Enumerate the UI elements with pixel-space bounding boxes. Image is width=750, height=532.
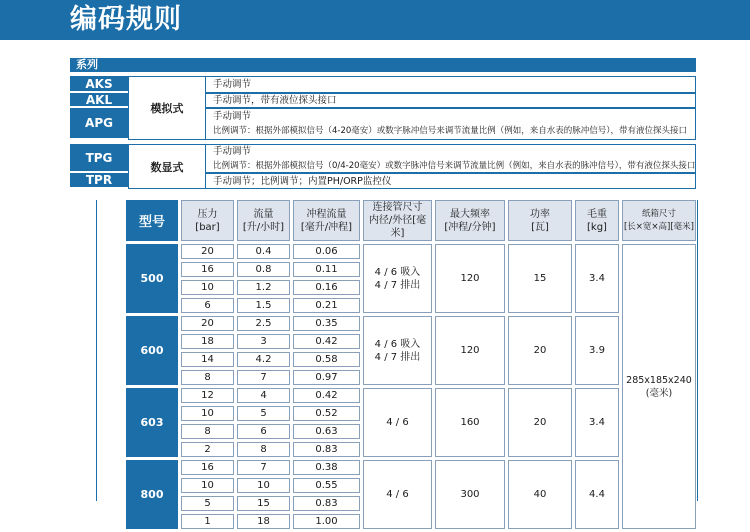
- box-size-unit: (毫米): [645, 387, 673, 399]
- box-size-value: 285x185x240: [626, 374, 692, 386]
- weight-cell: 3.4: [575, 244, 619, 313]
- pressure-cell: 2: [181, 442, 234, 457]
- weight-cell: 4.4: [575, 460, 619, 529]
- desc-tpg-line2: 比例调节：根据外部模拟信号（0/4-20毫安）或数字脉冲信号来调节流量比例（例如，来自水表的脉冲信号），带有液位探头接口: [213, 161, 696, 171]
- stroke-volume-cell: 1.00: [293, 514, 360, 529]
- flow-cell: 6: [237, 424, 290, 439]
- code-tpg: TPG: [70, 144, 128, 173]
- code-aks: AKS: [70, 76, 128, 93]
- weight-cell: 3.4: [575, 388, 619, 457]
- spec-table: [123, 197, 699, 532]
- power-cell: 40: [508, 460, 572, 529]
- desc-tpr: 手动调节；比例调节；内置PH/ORP监控仪: [206, 173, 696, 189]
- pressure-cell: 1: [181, 514, 234, 529]
- pressure-cell: 16: [181, 460, 234, 475]
- spec-body: [126, 244, 696, 529]
- flow-cell: 3: [237, 334, 290, 349]
- flow-cell: 8: [237, 442, 290, 457]
- code-akl: AKL: [70, 93, 128, 108]
- header-weight: 毛重 [kg]: [575, 200, 619, 241]
- stroke-volume-cell: 0.42: [293, 334, 360, 349]
- power-cell: 20: [508, 388, 572, 457]
- stroke-volume-cell: 0.55: [293, 478, 360, 493]
- header-power: 功率 [瓦]: [508, 200, 572, 241]
- header-stroke-volume: 冲程流量 [毫升/冲程]: [293, 200, 360, 241]
- stroke-volume-cell: 0.63: [293, 424, 360, 439]
- pressure-cell: 5: [181, 496, 234, 511]
- title-banner: [0, 0, 750, 40]
- desc-apg: [206, 108, 696, 140]
- connection-line-2: 4 / 7 排出: [374, 351, 421, 363]
- digital-type-label: 数显式: [128, 144, 206, 189]
- connection-line-1: 4 / 6 吸入: [374, 338, 421, 350]
- power-cell: 15: [508, 244, 572, 313]
- stroke-volume-cell: 0.35: [293, 316, 360, 331]
- header-max-frequency: 最大频率 [冲程/分钟]: [435, 200, 505, 241]
- pressure-cell: 10: [181, 478, 234, 493]
- stroke-volume-cell: 0.11: [293, 262, 360, 277]
- pressure-cell: 20: [181, 244, 234, 259]
- header-connection: 连接管尺寸 内径/外径[毫米]: [363, 200, 432, 241]
- connection-line-1: 4 / 6: [386, 489, 409, 500]
- desc-aks: 手动调节: [206, 76, 696, 93]
- header-box-size: 纸箱尺寸 [长×宽×高][毫米]: [622, 200, 696, 241]
- flow-cell: 0.4: [237, 244, 290, 259]
- model-cell: 500: [126, 244, 178, 313]
- stroke-volume-cell: 0.06: [293, 244, 360, 259]
- flow-cell: 18: [237, 514, 290, 529]
- flow-cell: 4: [237, 388, 290, 403]
- pressure-cell: 16: [181, 262, 234, 277]
- spec-row: [126, 388, 696, 403]
- flow-cell: 1.2: [237, 280, 290, 295]
- spec-row: [126, 244, 696, 259]
- box-size-cell: [622, 244, 696, 529]
- flow-cell: 15: [237, 496, 290, 511]
- analog-type-label: 模拟式: [128, 76, 206, 140]
- max-frequency-cell: 120: [435, 244, 505, 313]
- spec-row: [126, 316, 696, 331]
- model-cell: 603: [126, 388, 178, 457]
- pressure-cell: 14: [181, 352, 234, 367]
- flow-cell: 5: [237, 406, 290, 421]
- flow-cell: 4.2: [237, 352, 290, 367]
- model-cell: 800: [126, 460, 178, 529]
- stroke-volume-cell: 0.58: [293, 352, 360, 367]
- code-tpr: TPR: [70, 173, 128, 189]
- stroke-volume-cell: 0.52: [293, 406, 360, 421]
- max-frequency-cell: 120: [435, 316, 505, 385]
- model-cell: 600: [126, 316, 178, 385]
- flow-cell: 10: [237, 478, 290, 493]
- stroke-volume-cell: 0.42: [293, 388, 360, 403]
- connection-cell: [363, 316, 432, 385]
- pressure-cell: 8: [181, 370, 234, 385]
- flow-cell: 1.5: [237, 298, 290, 313]
- desc-akl: 手动调节，带有液位探头接口: [206, 93, 696, 108]
- flow-cell: 0.8: [237, 262, 290, 277]
- code-apg: APG: [70, 108, 128, 140]
- connection-line-2: 4 / 7 排出: [374, 279, 421, 291]
- pressure-cell: 18: [181, 334, 234, 349]
- series-header: 系列: [70, 58, 696, 72]
- connection-cell: [363, 388, 432, 457]
- max-frequency-cell: 300: [435, 460, 505, 529]
- pressure-cell: 10: [181, 406, 234, 421]
- pressure-cell: 10: [181, 280, 234, 295]
- spec-header-row: [126, 200, 696, 241]
- header-pressure: 压力 [bar]: [181, 200, 234, 241]
- flow-cell: 7: [237, 370, 290, 385]
- header-flow: 流量 [升/小时]: [237, 200, 290, 241]
- desc-tpg: [206, 144, 696, 173]
- desc-apg-line2: 比例调节：根据外部模拟信号（4-20毫安）或数字脉冲信号来调节流量比例（例如，来自水表的脉冲信号），带有液位探头接口: [213, 126, 688, 136]
- max-frequency-cell: 160: [435, 388, 505, 457]
- stroke-volume-cell: 0.83: [293, 442, 360, 457]
- weight-cell: 3.9: [575, 316, 619, 385]
- stroke-volume-cell: 0.16: [293, 280, 360, 295]
- stroke-volume-cell: 0.97: [293, 370, 360, 385]
- connection-line-1: 4 / 6: [386, 417, 409, 428]
- flow-cell: 7: [237, 460, 290, 475]
- spec-row: [126, 460, 696, 475]
- stroke-volume-cell: 0.38: [293, 460, 360, 475]
- pressure-cell: 6: [181, 298, 234, 313]
- stroke-volume-cell: 0.83: [293, 496, 360, 511]
- power-cell: 20: [508, 316, 572, 385]
- stroke-volume-cell: 0.21: [293, 298, 360, 313]
- connection-line-1: 4 / 6 吸入: [374, 266, 421, 278]
- connection-cell: [363, 460, 432, 529]
- pressure-cell: 8: [181, 424, 234, 439]
- frame-line-left: [96, 200, 97, 501]
- page-title: 编码规则: [70, 4, 182, 35]
- header-model: 型号: [126, 200, 178, 241]
- desc-tpg-line1: 手动调节: [213, 146, 252, 157]
- desc-apg-line1: 手动调节: [213, 111, 252, 122]
- pressure-cell: 12: [181, 388, 234, 403]
- pressure-cell: 20: [181, 316, 234, 331]
- flow-cell: 2.5: [237, 316, 290, 331]
- connection-cell: [363, 244, 432, 313]
